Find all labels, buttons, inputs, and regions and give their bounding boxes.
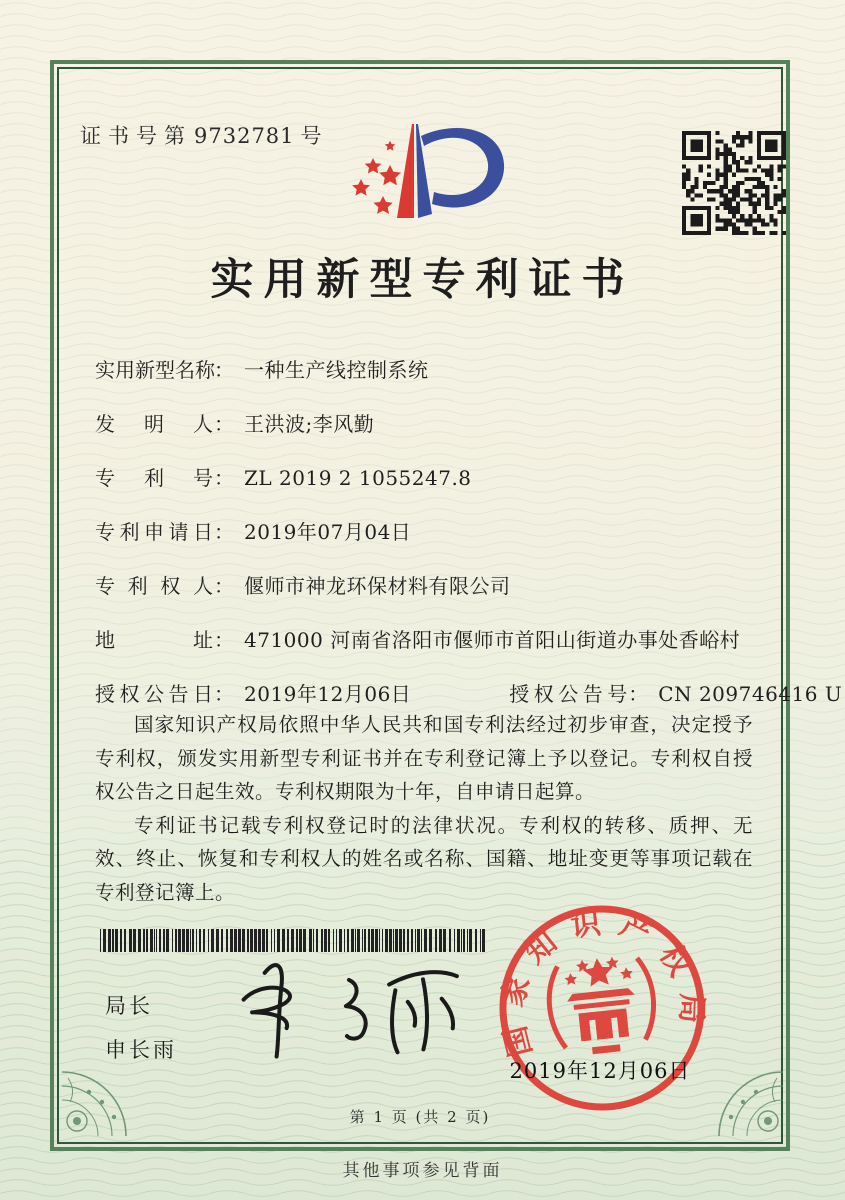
certificate-number-prefix: 证书号第 (80, 124, 192, 148)
certificate-number-value: 9732781 (194, 124, 295, 148)
field-row-patent-number (95, 462, 755, 516)
legal-text (95, 708, 753, 909)
field-colon: ： (214, 520, 234, 544)
field-value: CN 209746416 U (658, 682, 843, 706)
field-label: 授权公告日 (95, 682, 213, 706)
field-value: 王洪波;李风勤 (244, 412, 375, 436)
national-emblem-icon (545, 953, 658, 1058)
field-colon: ： (214, 628, 234, 652)
field-row-filing-date (95, 516, 755, 570)
field-value: 偃师市神龙环保材料有限公司 (244, 574, 511, 598)
legal-paragraph-1: 国家知识产权局依照中华人民共和国专利法经过初步审查，决定授予专利权，颁发实用新型专利证书并在专利登记簿上予以登记。专利权自授权公告之日起生效。专利权期限为十年，自申请日起算。 (95, 713, 753, 803)
field-row-name (95, 354, 755, 408)
field-label: 发明人 (95, 412, 213, 436)
field-label: 实用新型名称 (95, 358, 215, 382)
field-row-address (95, 624, 755, 678)
back-note: 其他事项参见背面 (342, 1161, 503, 1181)
field-list (95, 354, 843, 732)
certificate-number-suffix: 号 (300, 124, 322, 148)
field-colon: ： (214, 574, 234, 598)
field-colon: ： (628, 682, 649, 706)
director-name: 申长雨 (105, 1038, 177, 1062)
qr-code (682, 131, 786, 235)
page-number: 第 1 页 (共 2 页) (349, 1108, 491, 1126)
field-label: 专利申请日 (95, 520, 213, 544)
field-label: 地址 (95, 628, 213, 652)
field-colon: ： (214, 682, 234, 706)
field-colon: ： (214, 358, 234, 382)
field-value: 471000 河南省洛阳市偃师市首阳山街道办事处香峪村 (244, 628, 741, 652)
seal-text: 国家知识产权局 (494, 904, 710, 1061)
director-title: 局长 (105, 994, 153, 1018)
issue-date: 2019年12月06日 (509, 1059, 691, 1083)
field-label: 授权公告号 (509, 682, 628, 706)
cnipa-logo-icon (324, 116, 524, 236)
certificate-title: 实用新型专利证书 (210, 255, 635, 305)
legal-paragraph-2: 专利证书记载专利权登记时的法律状况。专利权的转移、质押、无效、终止、恢复和专利权人的姓名或名称、国籍、地址变更等事项记载在专利登记簿上。 (95, 813, 753, 904)
director-signature (226, 948, 470, 1071)
field-value: 2019年07月04日 (244, 520, 412, 544)
director-block (105, 984, 177, 1072)
field-value: 一种生产线控制系统 (244, 358, 429, 382)
field-row-inventor (95, 408, 755, 462)
field-label: 专利权人 (95, 574, 213, 598)
official-seal (481, 887, 723, 1129)
certificate-number (80, 120, 322, 150)
field-colon: ： (214, 412, 234, 436)
field-colon: ： (214, 466, 234, 490)
field-value: 2019年12月06日 (244, 682, 412, 706)
field-row-patentee (95, 570, 755, 624)
field-label: 专利号 (95, 466, 213, 490)
field-value: ZL 2019 2 1055247.8 (244, 466, 472, 490)
